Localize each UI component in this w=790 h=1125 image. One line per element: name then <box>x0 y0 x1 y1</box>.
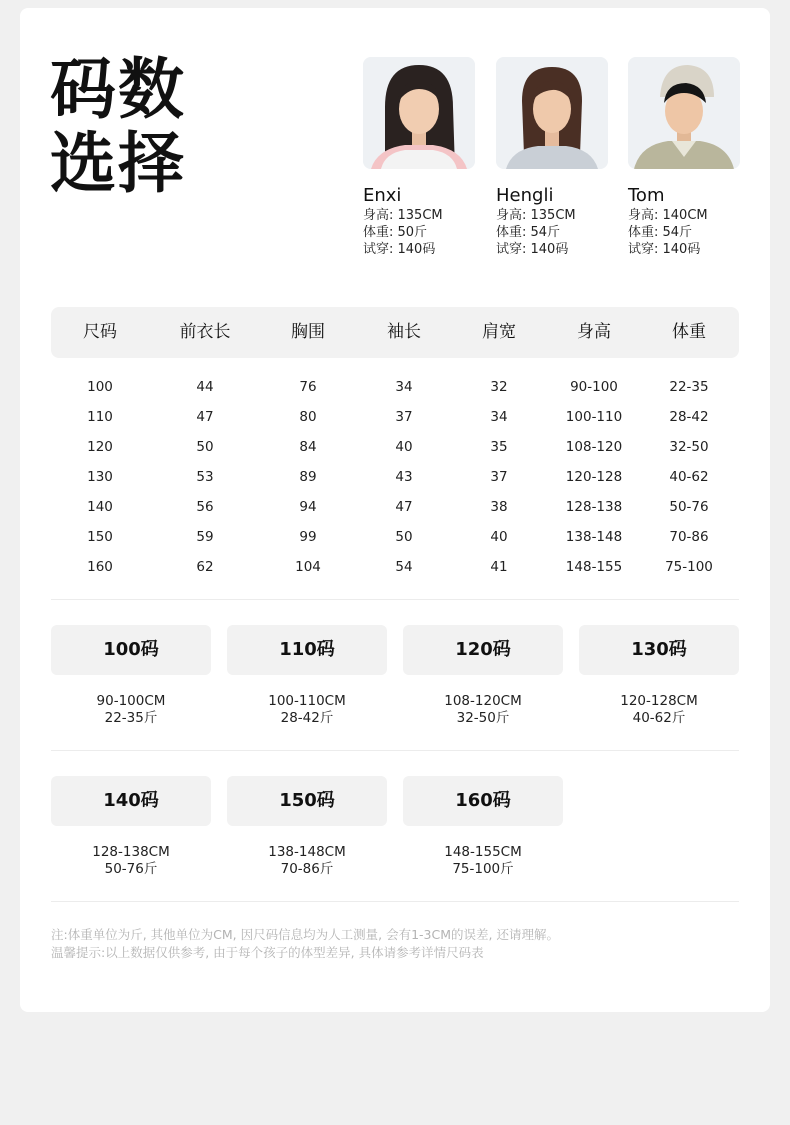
model-height: 身高: 135CM <box>496 208 576 223</box>
footnote-units: 注:体重单位为斤, 其他单位为CM, 因尺码信息均为人工测量, 会有1-3CM的误差, 还请理解。 <box>51 927 559 942</box>
size-weight-range: 22-35斤 <box>104 710 158 726</box>
size-height-range: 138-148CM <box>268 844 346 860</box>
table-cell: 43 <box>395 469 413 485</box>
table-cell: 99 <box>299 529 317 545</box>
table-cell: 108-120 <box>565 439 623 455</box>
size-weight-range: 70-86斤 <box>280 861 334 877</box>
table-cell: 38 <box>490 499 508 515</box>
table-cell: 100-110 <box>565 409 623 425</box>
size-detail-160 <box>403 844 563 878</box>
column-header: 体重 <box>672 322 706 342</box>
table-cell: 148-155 <box>565 559 623 575</box>
size-detail-120 <box>403 693 563 727</box>
table-cell: 40-62 <box>669 469 709 485</box>
table-cell: 90-100 <box>570 379 618 395</box>
table-cell: 41 <box>490 559 508 575</box>
column-header: 胸围 <box>291 322 325 342</box>
model-card-tom <box>628 57 740 258</box>
table-cell: 80 <box>299 409 317 425</box>
table-cell: 160 <box>87 559 113 575</box>
table-cell: 120-128 <box>565 469 623 485</box>
table-cell: 94 <box>299 499 317 515</box>
title-line-2: 选择 <box>50 125 186 202</box>
table-cell: 28-42 <box>669 409 709 425</box>
size-card-120: 120码 <box>403 625 563 675</box>
model-weight: 体重: 54斤 <box>628 225 693 240</box>
table-cell: 32-50 <box>669 439 709 455</box>
table-cell: 104 <box>295 559 321 575</box>
table-cell: 76 <box>299 379 317 395</box>
table-cell: 34 <box>395 379 413 395</box>
size-height-range: 148-155CM <box>444 844 522 860</box>
size-detail-100 <box>51 693 211 727</box>
size-detail-130 <box>579 693 739 727</box>
table-cell: 110 <box>87 409 113 425</box>
size-weight-range: 32-50斤 <box>456 710 510 726</box>
size-weight-range: 50-76斤 <box>104 861 158 877</box>
boy-avatar <box>628 57 740 169</box>
size-guide-card <box>20 8 770 1012</box>
size-card-160: 160码 <box>403 776 563 826</box>
divider <box>51 750 739 751</box>
table-cell: 84 <box>299 439 317 455</box>
size-card-130: 130码 <box>579 625 739 675</box>
table-cell: 32 <box>490 379 508 395</box>
model-height: 身高: 140CM <box>628 208 708 223</box>
table-cell: 56 <box>196 499 214 515</box>
table-cell: 22-35 <box>669 379 709 395</box>
size-detail-140 <box>51 844 211 878</box>
table-cell: 130 <box>87 469 113 485</box>
child-avatar <box>496 57 608 169</box>
size-weight-range: 40-62斤 <box>632 710 686 726</box>
size-card-150: 150码 <box>227 776 387 826</box>
title-line-1: 码数 <box>50 51 186 128</box>
size-weight-range: 75-100斤 <box>452 861 514 877</box>
model-height: 身高: 135CM <box>363 208 443 223</box>
size-detail-150 <box>227 844 387 878</box>
size-height-range: 100-110CM <box>268 693 346 709</box>
size-card-140: 140码 <box>51 776 211 826</box>
model-tried-size: 试穿: 140码 <box>628 242 701 257</box>
table-cell: 47 <box>395 499 413 515</box>
model-card-enxi <box>363 57 475 258</box>
model-tried-size: 试穿: 140码 <box>496 242 569 257</box>
size-card-100: 100码 <box>51 625 211 675</box>
size-height-range: 108-120CM <box>444 693 522 709</box>
footnote-tip: 温馨提示:以上数据仅供参考, 由于每个孩子的体型差异, 具体请参考详情尺码表 <box>51 945 484 960</box>
girl-avatar <box>363 57 475 169</box>
table-cell: 59 <box>196 529 214 545</box>
table-cell: 50 <box>395 529 413 545</box>
column-header: 身高 <box>577 322 611 342</box>
table-cell: 75-100 <box>665 559 713 575</box>
column-header: 袖长 <box>387 322 421 342</box>
table-cell: 70-86 <box>669 529 709 545</box>
model-name: Hengli <box>496 185 554 206</box>
size-card-110: 110码 <box>227 625 387 675</box>
table-cell: 37 <box>490 469 508 485</box>
table-cell: 54 <box>395 559 413 575</box>
model-tried-size: 试穿: 140码 <box>363 242 436 257</box>
table-cell: 128-138 <box>565 499 623 515</box>
table-cell: 40 <box>395 439 413 455</box>
size-table-header <box>51 307 739 358</box>
model-name: Tom <box>628 185 665 206</box>
size-height-range: 120-128CM <box>620 693 698 709</box>
table-cell: 44 <box>196 379 214 395</box>
table-cell: 47 <box>196 409 214 425</box>
size-weight-range: 28-42斤 <box>280 710 334 726</box>
model-name: Enxi <box>363 185 402 206</box>
divider <box>51 901 739 902</box>
size-detail-110 <box>227 693 387 727</box>
table-cell: 37 <box>395 409 413 425</box>
model-card-hengli <box>496 57 608 258</box>
column-header: 肩宽 <box>482 322 516 342</box>
column-header: 前衣长 <box>179 322 231 342</box>
table-cell: 100 <box>87 379 113 395</box>
table-cell: 62 <box>196 559 214 575</box>
divider <box>51 599 739 600</box>
table-cell: 150 <box>87 529 113 545</box>
model-weight: 体重: 54斤 <box>496 225 561 240</box>
table-cell: 50 <box>196 439 214 455</box>
table-cell: 34 <box>490 409 508 425</box>
column-header: 尺码 <box>83 322 117 342</box>
table-cell: 53 <box>196 469 214 485</box>
table-cell: 120 <box>87 439 113 455</box>
page-title <box>50 53 186 201</box>
table-cell: 35 <box>490 439 508 455</box>
model-weight: 体重: 50斤 <box>363 225 428 240</box>
table-cell: 138-148 <box>565 529 623 545</box>
table-cell: 40 <box>490 529 508 545</box>
size-height-range: 128-138CM <box>92 844 170 860</box>
table-cell: 89 <box>299 469 317 485</box>
size-height-range: 90-100CM <box>96 693 166 709</box>
table-cell: 50-76 <box>669 499 709 515</box>
table-cell: 140 <box>87 499 113 515</box>
